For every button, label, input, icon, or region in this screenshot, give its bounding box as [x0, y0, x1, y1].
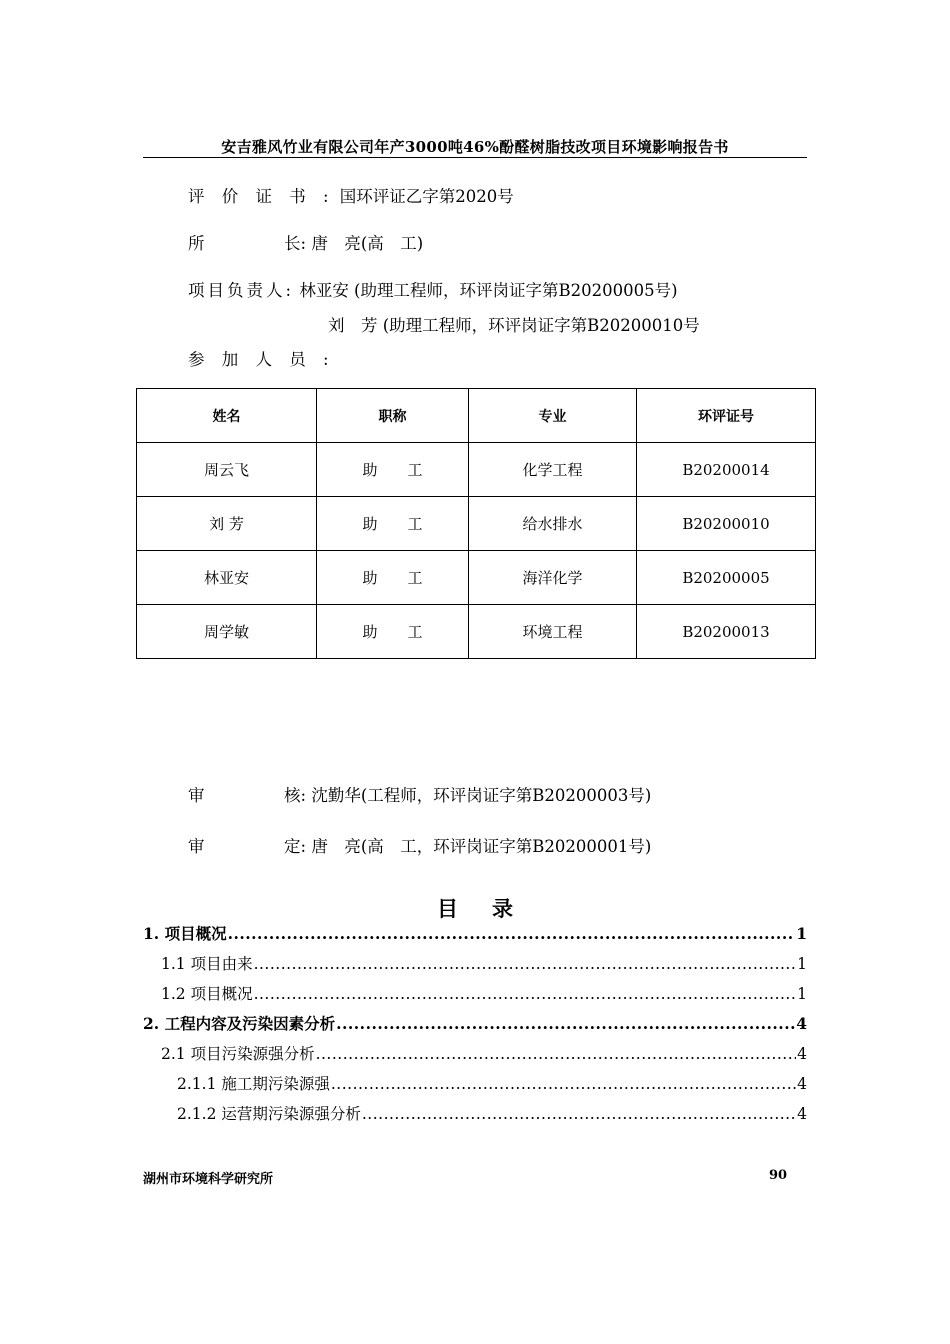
cell-specialty: 化学工程: [469, 443, 637, 497]
toc-entry-label: 1.2 项目概况: [161, 985, 253, 1003]
header-cert-no: 环评证号: [637, 389, 816, 443]
toc-entry-page: 1: [796, 924, 807, 943]
cell-title: 助 工: [317, 443, 469, 497]
toc-entry-page: 4: [797, 1075, 807, 1093]
report-header-title: 安吉雅风竹业有限公司年产3000吨46%酚醛树脂技改项目环境影响报告书: [221, 138, 729, 156]
toc-title: 目录: [437, 896, 547, 921]
toc-leader: [362, 1105, 796, 1123]
toc-entry-label: 1.1 项目由来: [161, 955, 253, 973]
cell-title: 助 工: [317, 551, 469, 605]
cell-name: 林亚安: [137, 551, 317, 605]
toc-leader: [254, 955, 797, 973]
toc-entry-page: 1: [797, 955, 807, 973]
footer-organization: 湖州市环境科学研究所: [143, 1172, 274, 1187]
cell-name: 周学敏: [137, 605, 317, 659]
cell-cert-no: B20200005: [637, 551, 816, 605]
cell-specialty: 环境工程: [469, 605, 637, 659]
project-lead-value: 林亚安 (助理工程师，环评岗证字第B20200005号): [299, 281, 678, 300]
toc-entry-label: 2.1.1 施工期污染源强: [177, 1075, 330, 1093]
staff-label: 参 加 人 员 :: [188, 350, 335, 369]
director-value: 唐 亮(高 工): [311, 234, 424, 253]
table-row: [137, 605, 816, 659]
cell-cert-no: B20200013: [637, 605, 816, 659]
cell-name: 周云飞: [137, 443, 317, 497]
staff-table: [136, 388, 816, 659]
cell-specialty: 给水排水: [469, 497, 637, 551]
toc-leader: [331, 1075, 796, 1093]
audit-label-suffix: 核:: [284, 786, 307, 805]
project-lead-line: [188, 277, 678, 301]
cell-title: 助 工: [317, 605, 469, 659]
toc-entry[interactable]: [143, 922, 807, 944]
header-name: 姓名: [137, 389, 317, 443]
toc-entry-page: 4: [797, 1045, 807, 1063]
toc-entry-label: 2. 工程内容及污染因素分析: [143, 1014, 336, 1033]
certificate-line: [188, 183, 514, 207]
toc-entry-page: 1: [797, 985, 807, 1003]
approve-label: 审: [188, 837, 205, 856]
approve-label-suffix: 定:: [284, 837, 307, 856]
toc-entry-page: 4: [796, 1014, 807, 1033]
toc-entry[interactable]: [161, 952, 807, 974]
cell-name: 刘 芳: [137, 497, 317, 551]
toc-leader: [254, 985, 797, 1003]
header-title: 职称: [317, 389, 469, 443]
cell-title: 助 工: [317, 497, 469, 551]
toc-leader: [336, 1014, 795, 1033]
toc-entry[interactable]: [177, 1072, 807, 1094]
toc-leader: [228, 924, 796, 943]
director-label: 所: [188, 234, 205, 253]
project-lead-label: 项目负责人:: [188, 281, 295, 300]
toc-leader: [316, 1045, 797, 1063]
toc-entry-page: 4: [797, 1105, 807, 1123]
toc-entry-label: 1. 项目概况: [143, 924, 227, 943]
cell-cert-no: B20200014: [637, 443, 816, 497]
toc-entry-label: 2.1 项目污染源强分析: [161, 1045, 315, 1063]
toc-entry-label: 2.1.2 运营期污染源强分析: [177, 1105, 361, 1123]
table-row: [137, 551, 816, 605]
toc-entry[interactable]: [177, 1102, 807, 1124]
approve-value: 唐 亮(高 工，环评岗证字第B20200001号): [311, 837, 652, 856]
table-header-row: [137, 389, 816, 443]
table-row: [137, 443, 816, 497]
toc-entry[interactable]: [161, 982, 807, 1004]
header-specialty: 专业: [469, 389, 637, 443]
cell-specialty: 海洋化学: [469, 551, 637, 605]
certificate-label: 评 价 证 书 :: [188, 187, 335, 206]
project-lead-second: 刘 芳 (助理工程师，环评岗证字第B20200010号: [328, 316, 700, 335]
director-line: [188, 230, 423, 254]
audit-line: [188, 782, 651, 806]
director-label-suffix: 长:: [284, 234, 307, 253]
audit-value: 沈勤华(工程师，环评岗证字第B20200003号): [311, 786, 652, 805]
header-divider: [143, 157, 807, 158]
approve-line: [188, 833, 651, 857]
toc-entry[interactable]: [161, 1042, 807, 1064]
table-row: [137, 497, 816, 551]
audit-label: 审: [188, 786, 205, 805]
cell-cert-no: B20200010: [637, 497, 816, 551]
certificate-value: 国环评证乙字第2020号: [339, 187, 514, 206]
footer-page-number: 90: [769, 1168, 788, 1183]
toc-entry[interactable]: [143, 1012, 807, 1034]
